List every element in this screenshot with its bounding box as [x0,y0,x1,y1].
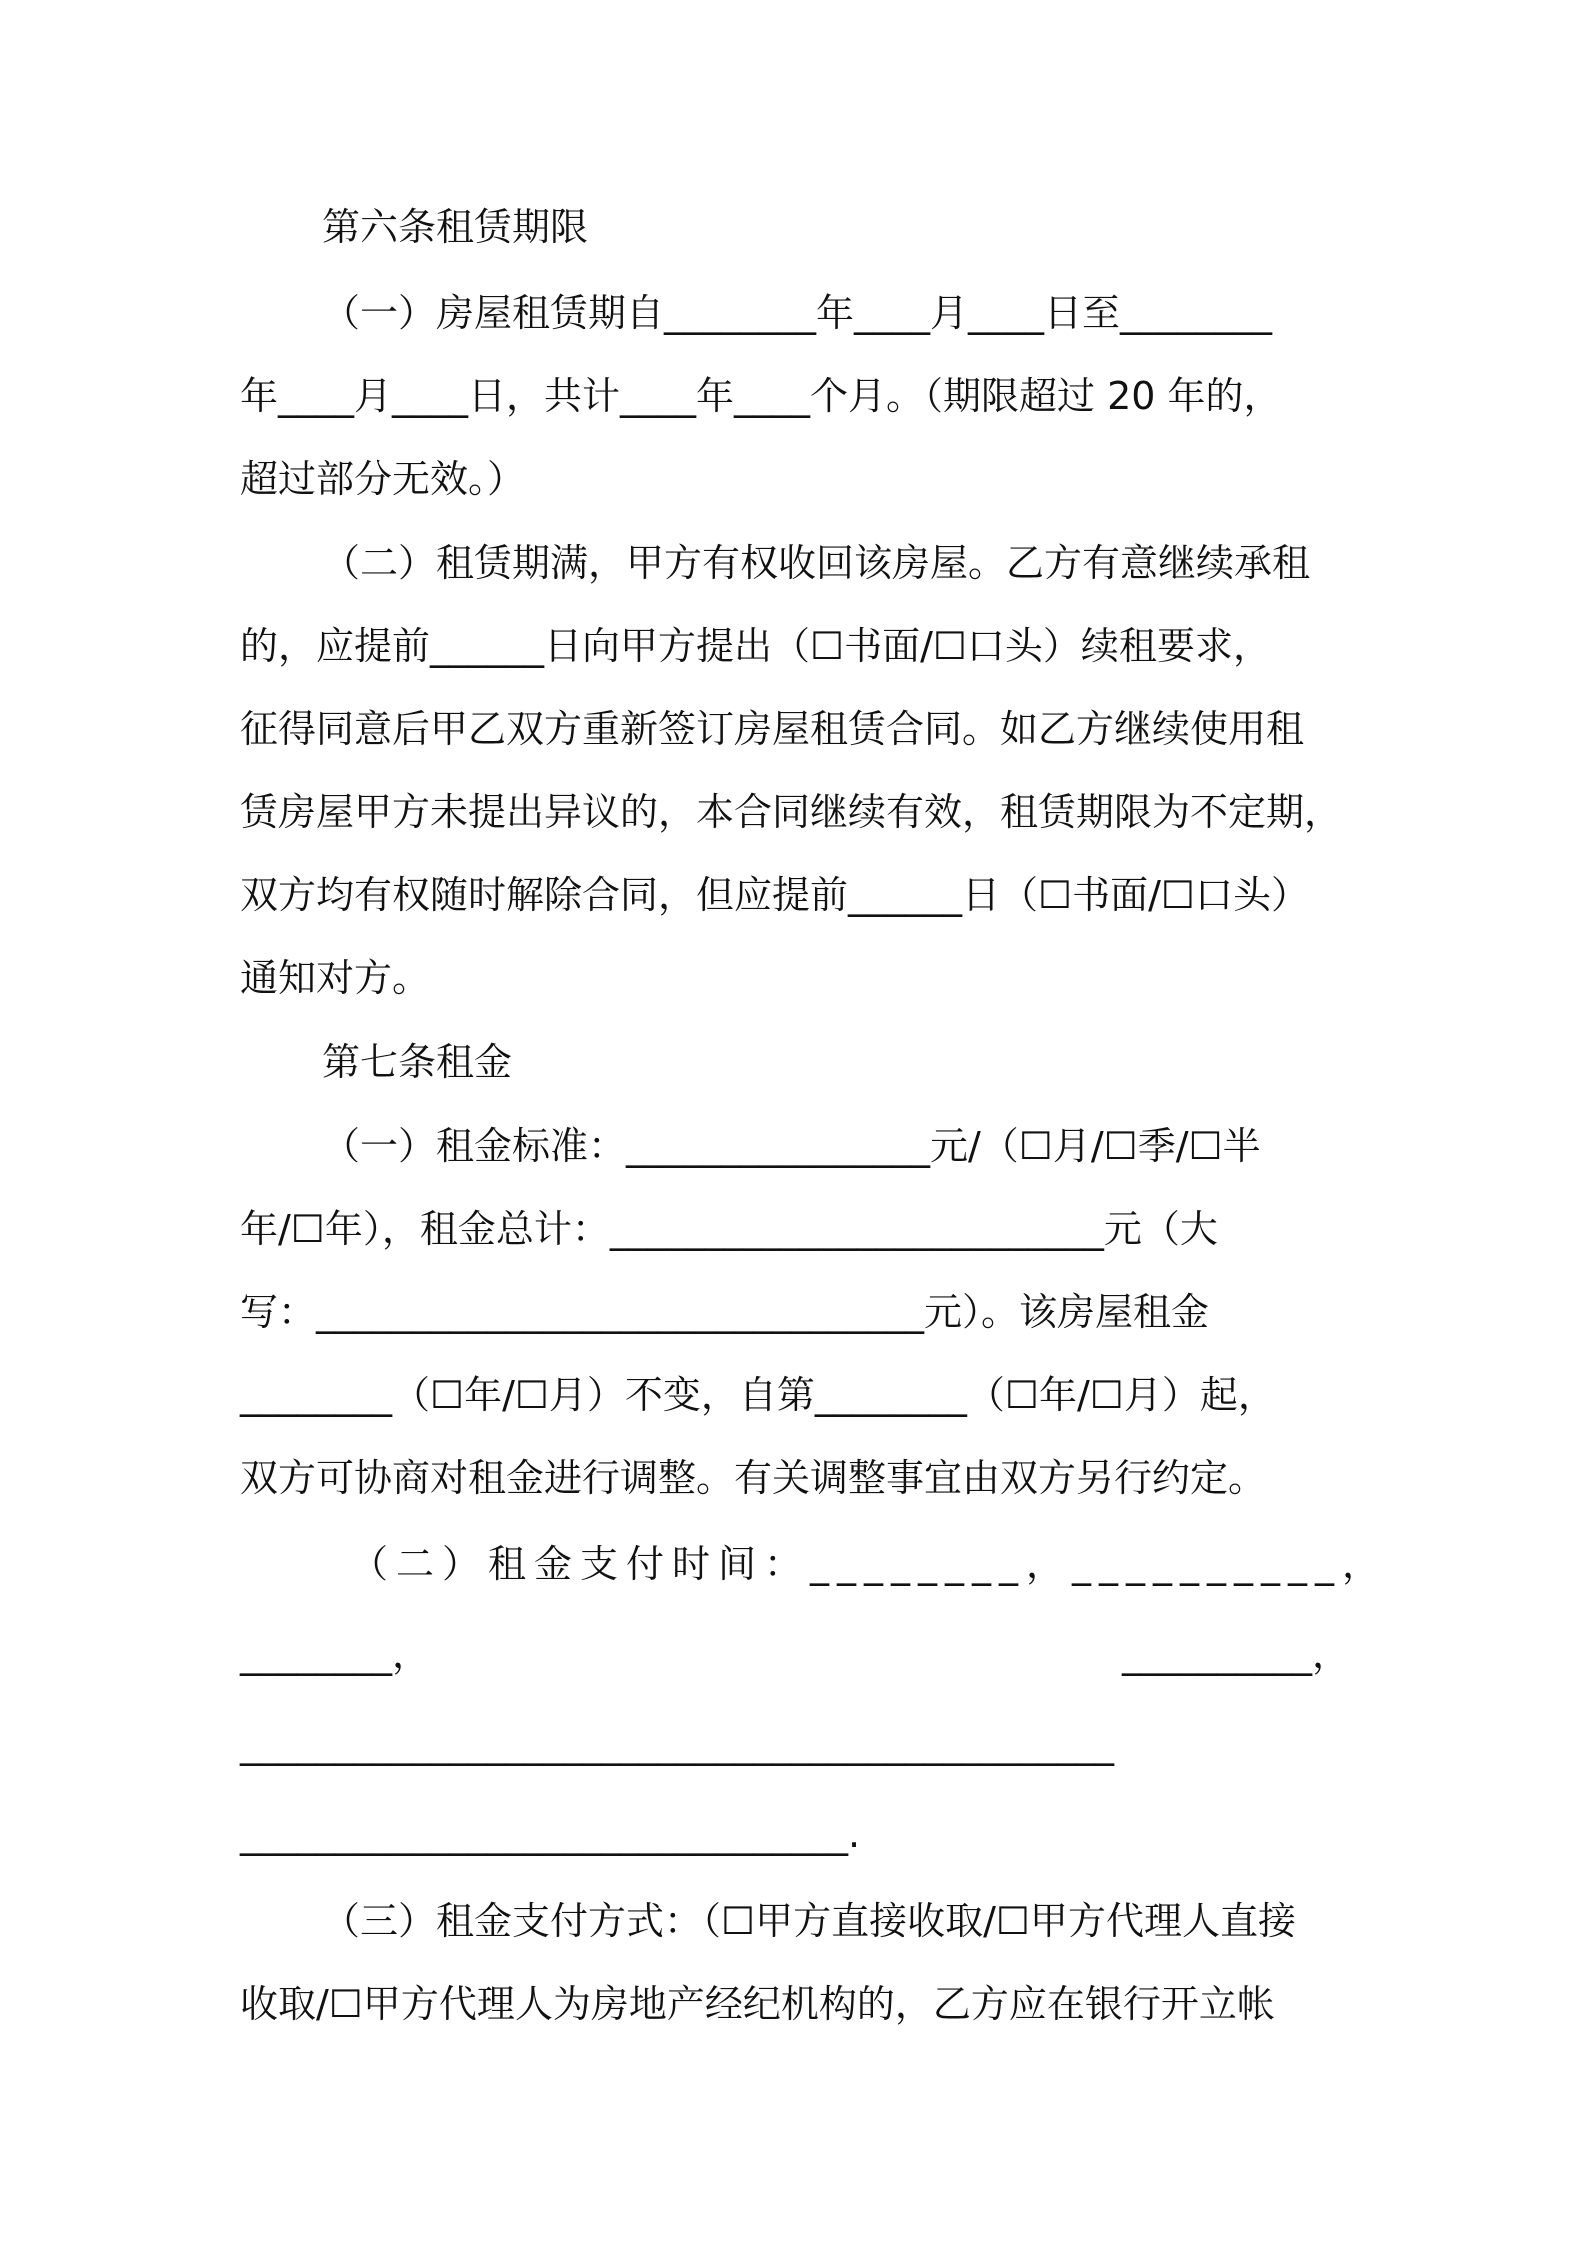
art7-p2-line2-left: ________， [240,1632,431,1676]
art6-p2-line5: 双方均有权随时解除合同，但应提前______日（☐书面/☐口头） [240,873,1309,917]
art6-p2-line6: 通知对方。 [240,956,431,1000]
art7-p2-line1: （二）租金支付时间：________，__________， [350,1542,1389,1586]
art7-p2-line3: ______________________________________________ [240,1722,1114,1766]
art7-p3-line2: 收取/☐甲方代理人为房地产经纪机构的，乙方应在银行开立帐 [240,1982,1275,2026]
art6-p2-line4: 赁房屋甲方未提出异议的，本合同继续有效，租赁期限为不定期， [240,790,1343,834]
art6-p1-line1: （一）房屋租赁期自________年____月____日至________ [322,291,1273,335]
art7-p1-line3: 写：________________________________元）。该房屋租金 [240,1290,1210,1334]
art7-p3-line1: （三）租金支付方式：（☐甲方直接收取/☐甲方代理人直接 [322,1899,1296,1943]
art7-p2-line4: ________________________________. [240,1812,861,1856]
art7-p1-line4: ________（☐年/☐月）不变，自第________（☐年/☐月）起， [240,1373,1276,1417]
article-6-title: 第六条租赁期限 [322,205,589,249]
art6-p2-line2: 的，应提前______日向甲方提出（☐书面/☐口头）续租要求， [240,624,1271,668]
art7-p2-line2-right: __________， [1121,1632,1350,1676]
art6-p1-line3: 超过部分无效。） [240,457,526,501]
art6-p2-line1: （二）租赁期满，甲方有权收回该房屋。乙方有意继续承租 [322,541,1311,585]
art6-p1-line2: 年____月____日，共计____年____个月。（期限超过 20 年的， [240,374,1282,418]
art7-p1-line1: （一）租金标准：________________元/（☐月/☐季/☐半 [322,1124,1261,1168]
art7-p1-line2: 年/☐年），租金总计：__________________________元（大 [240,1207,1218,1251]
art7-p1-line5: 双方可协商对租金进行调整。有关调整事宜由双方另行约定。 [240,1456,1267,1500]
article-7-title: 第七条租金 [322,1040,513,1084]
art6-p2-line3: 征得同意后甲乙双方重新签订房屋租赁合同。如乙方继续使用租 [240,707,1305,751]
